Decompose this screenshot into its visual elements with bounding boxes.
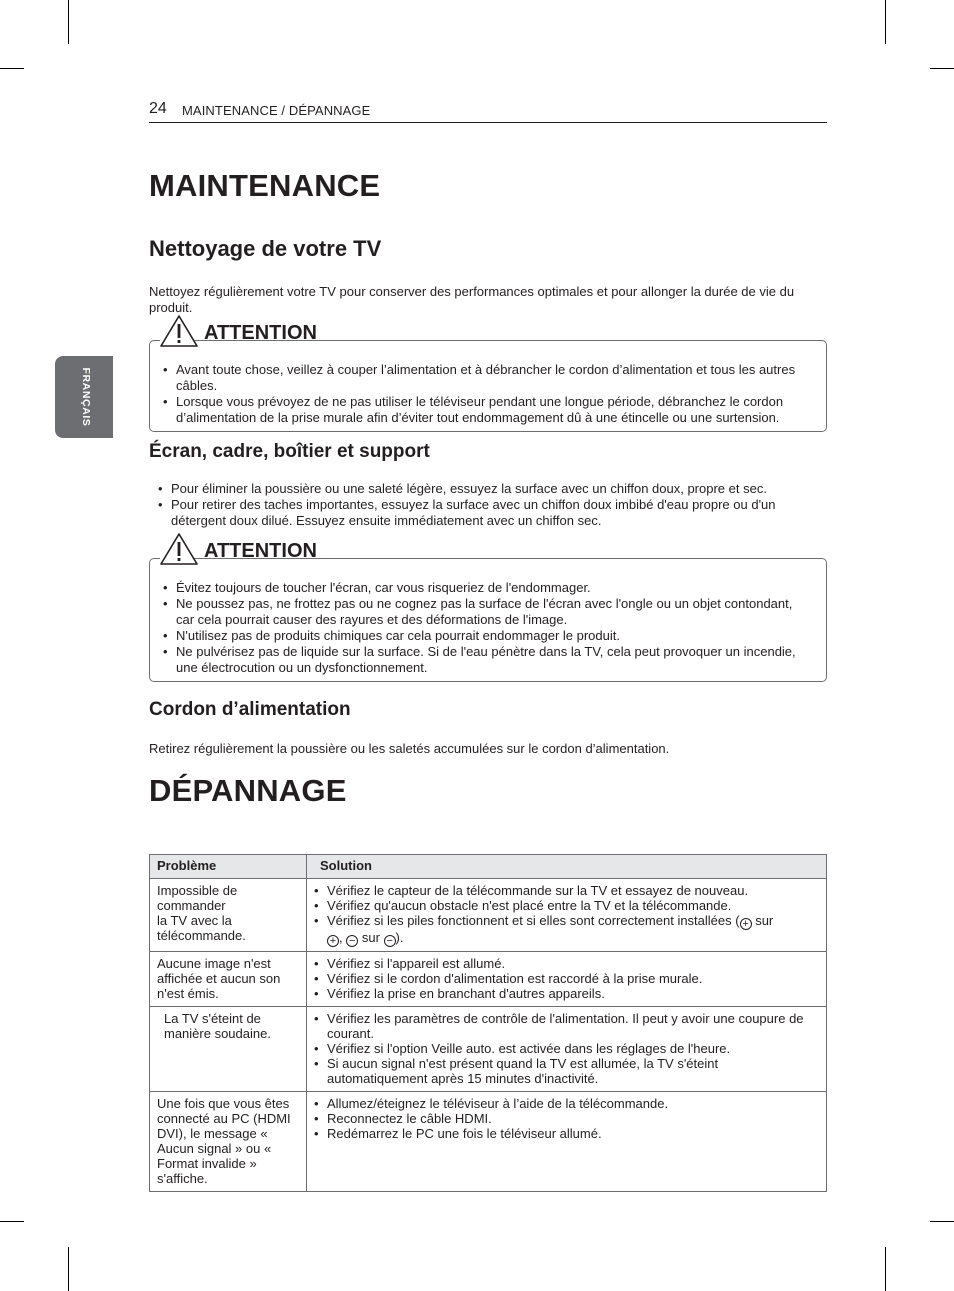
list-item: • Allumez/éteignez le téléviseur à l’aide de la télécommande. [314,1096,819,1111]
attention-header [160,317,317,345]
solution-cell [307,952,827,1007]
list-item: • Si aucun signal n'est présent quand la TV est allumée, la TV s'éteint automatiquement après 15 minutes d'inactivité. [314,1056,819,1086]
cleaning-heading: Nettoyage de votre TV [149,236,382,261]
table-header-row [150,855,827,879]
list-item [314,913,819,947]
table-row [150,1007,827,1092]
list-item: • Vérifiez si l'appareil est allumé. [314,956,819,971]
solution-cell [307,1007,827,1092]
attention-box-cleaning [149,322,827,432]
attention-label: ATTENTION [204,540,317,562]
cleaning-intro: Nettoyez régulièrement votre TV pour conserver des performances optimales et pour allonger la durée de vie du produit. [149,284,795,315]
list-item: • Vérifiez si le cordon d'alimentation est raccordé à la prise murale. [314,971,819,986]
problem-cell: Une fois que vous êtes connecté au PC (HDMI DVI), le message « Aucun signal » ou « Format invalide » s'affiche. [150,1092,307,1192]
list-item: • Vérifiez les paramètres de contrôle de l'alimentation. Il peut y avoir une coupure de courant. [314,1011,819,1041]
attention-box-screen [149,540,827,682]
battery-text: ). [395,930,404,945]
column-header-problem: Problème [150,855,307,879]
solution-list [314,956,819,1001]
plus-terminal-icon: + [740,918,752,930]
solution-list [314,1011,819,1086]
warning-icon [160,315,198,347]
troubleshooting-title: DÉPANNAGE [149,773,347,808]
minus-terminal-icon: − [384,935,396,947]
list-item: • Vérifiez qu'aucun obstacle n'est placé entre la TV et la télécommande. [314,898,819,913]
attention-list [163,362,815,426]
running-title: MAINTENANCE / DÉPANNAGE [182,103,371,118]
solution-cell [307,879,827,952]
crop-mark [930,68,954,69]
table-row [150,879,827,952]
list-item: • Reconnectez le câble HDMI. [314,1111,819,1126]
list-item: • N'utilisez pas de produits chimiques car cela pourrait endommager le produit. [163,628,803,644]
attention-header [160,535,317,563]
table-row [150,1092,827,1192]
problem-cell: Aucune image n'est affichée et aucun son n'est émis. [150,952,307,1007]
plus-terminal-icon: + [327,935,339,947]
cord-text: Retirez régulièrement la poussière ou les saletés accumulées sur le cordon d’alimentation. [149,741,670,756]
list-item: • Redémarrez le PC une fois le téléviseur allumé. [314,1126,819,1141]
crop-mark [0,1221,24,1222]
solution-cell [307,1092,827,1192]
crop-mark [68,1247,69,1291]
cord-heading: Cordon d’alimentation [149,699,351,720]
list-item: • Pour éliminer la poussière ou une saleté légère, essuyez la surface avec un chiffon doux, propre et sec. [158,481,830,497]
screen-heading: Écran, cadre, boîtier et support [149,441,430,462]
attention-list [163,580,803,676]
troubleshooting-table [149,854,827,1192]
list-item: • Vérifiez la prise en branchant d'autres appareils. [314,986,819,1001]
warning-icon [160,533,198,565]
table-row [150,952,827,1007]
list-item: • Lorsque vous prévoyez de ne pas utiliser le téléviseur pendant une longue période, débranchez le cordon d’alimentation de la prise murale afin d’éviter tout endommagement dû à une étincelle ou une surtension. [163,394,815,426]
language-tab-label: FRANÇAIS [80,367,92,427]
list-item: • Vérifiez le capteur de la télécommande sur la TV et essayez de nouveau. [314,883,819,898]
maintenance-title: MAINTENANCE [149,168,381,203]
list-item: • Vérifiez si l'option Veille auto. est activée dans les réglages de l'heure. [314,1041,819,1056]
attention-label: ATTENTION [204,322,317,344]
minus-terminal-icon: − [346,935,358,947]
column-header-solution: Solution [307,855,827,879]
list-item: • Ne pulvérisez pas de liquide sur la surface. Si de l'eau pénètre dans la TV, cela peut provoquer un incendie, une électrocution ou un dysfonctionnement. [163,644,803,676]
battery-text: sur [751,913,774,928]
battery-text: Vérifiez si les piles fonctionnent et si elles sont correctement installées ( [327,913,740,928]
language-tab [55,356,113,438]
page-number: 24 [149,100,167,117]
crop-mark [930,1221,954,1222]
crop-mark [885,0,886,44]
battery-text: , [339,930,347,945]
list-item: • Avant toute chose, veillez à couper l’alimentation et à débrancher le cordon d’alimentation et tous les autres câbles. [163,362,815,394]
battery-text: sur [358,930,384,945]
solution-list [314,883,819,947]
crop-mark [885,1247,886,1291]
list-item: • Évitez toujours de toucher l'écran, car vous risqueriez de l'endommager. [163,580,803,596]
screen-care-list [158,481,830,529]
problem-cell: La TV s'éteint de manière soudaine. [150,1007,307,1092]
crop-mark [0,68,24,69]
list-item: • Pour retirer des taches importantes, essuyez la surface avec un chiffon doux imbibé d'eau propre ou d'un détergent doux dilué. Essuyez ensuite immédiatement avec un chiffon sec. [158,497,830,529]
crop-mark [68,0,69,44]
list-item: • Ne poussez pas, ne frottez pas ou ne cognez pas la surface de l'écran avec l'ongle ou un objet contondant, car cela pourrait causer des rayures et des déformations de l'image. [163,596,803,628]
page-header [149,100,827,123]
solution-list [314,1096,819,1141]
problem-cell: Impossible de commander la TV avec la télécommande. [150,879,307,952]
